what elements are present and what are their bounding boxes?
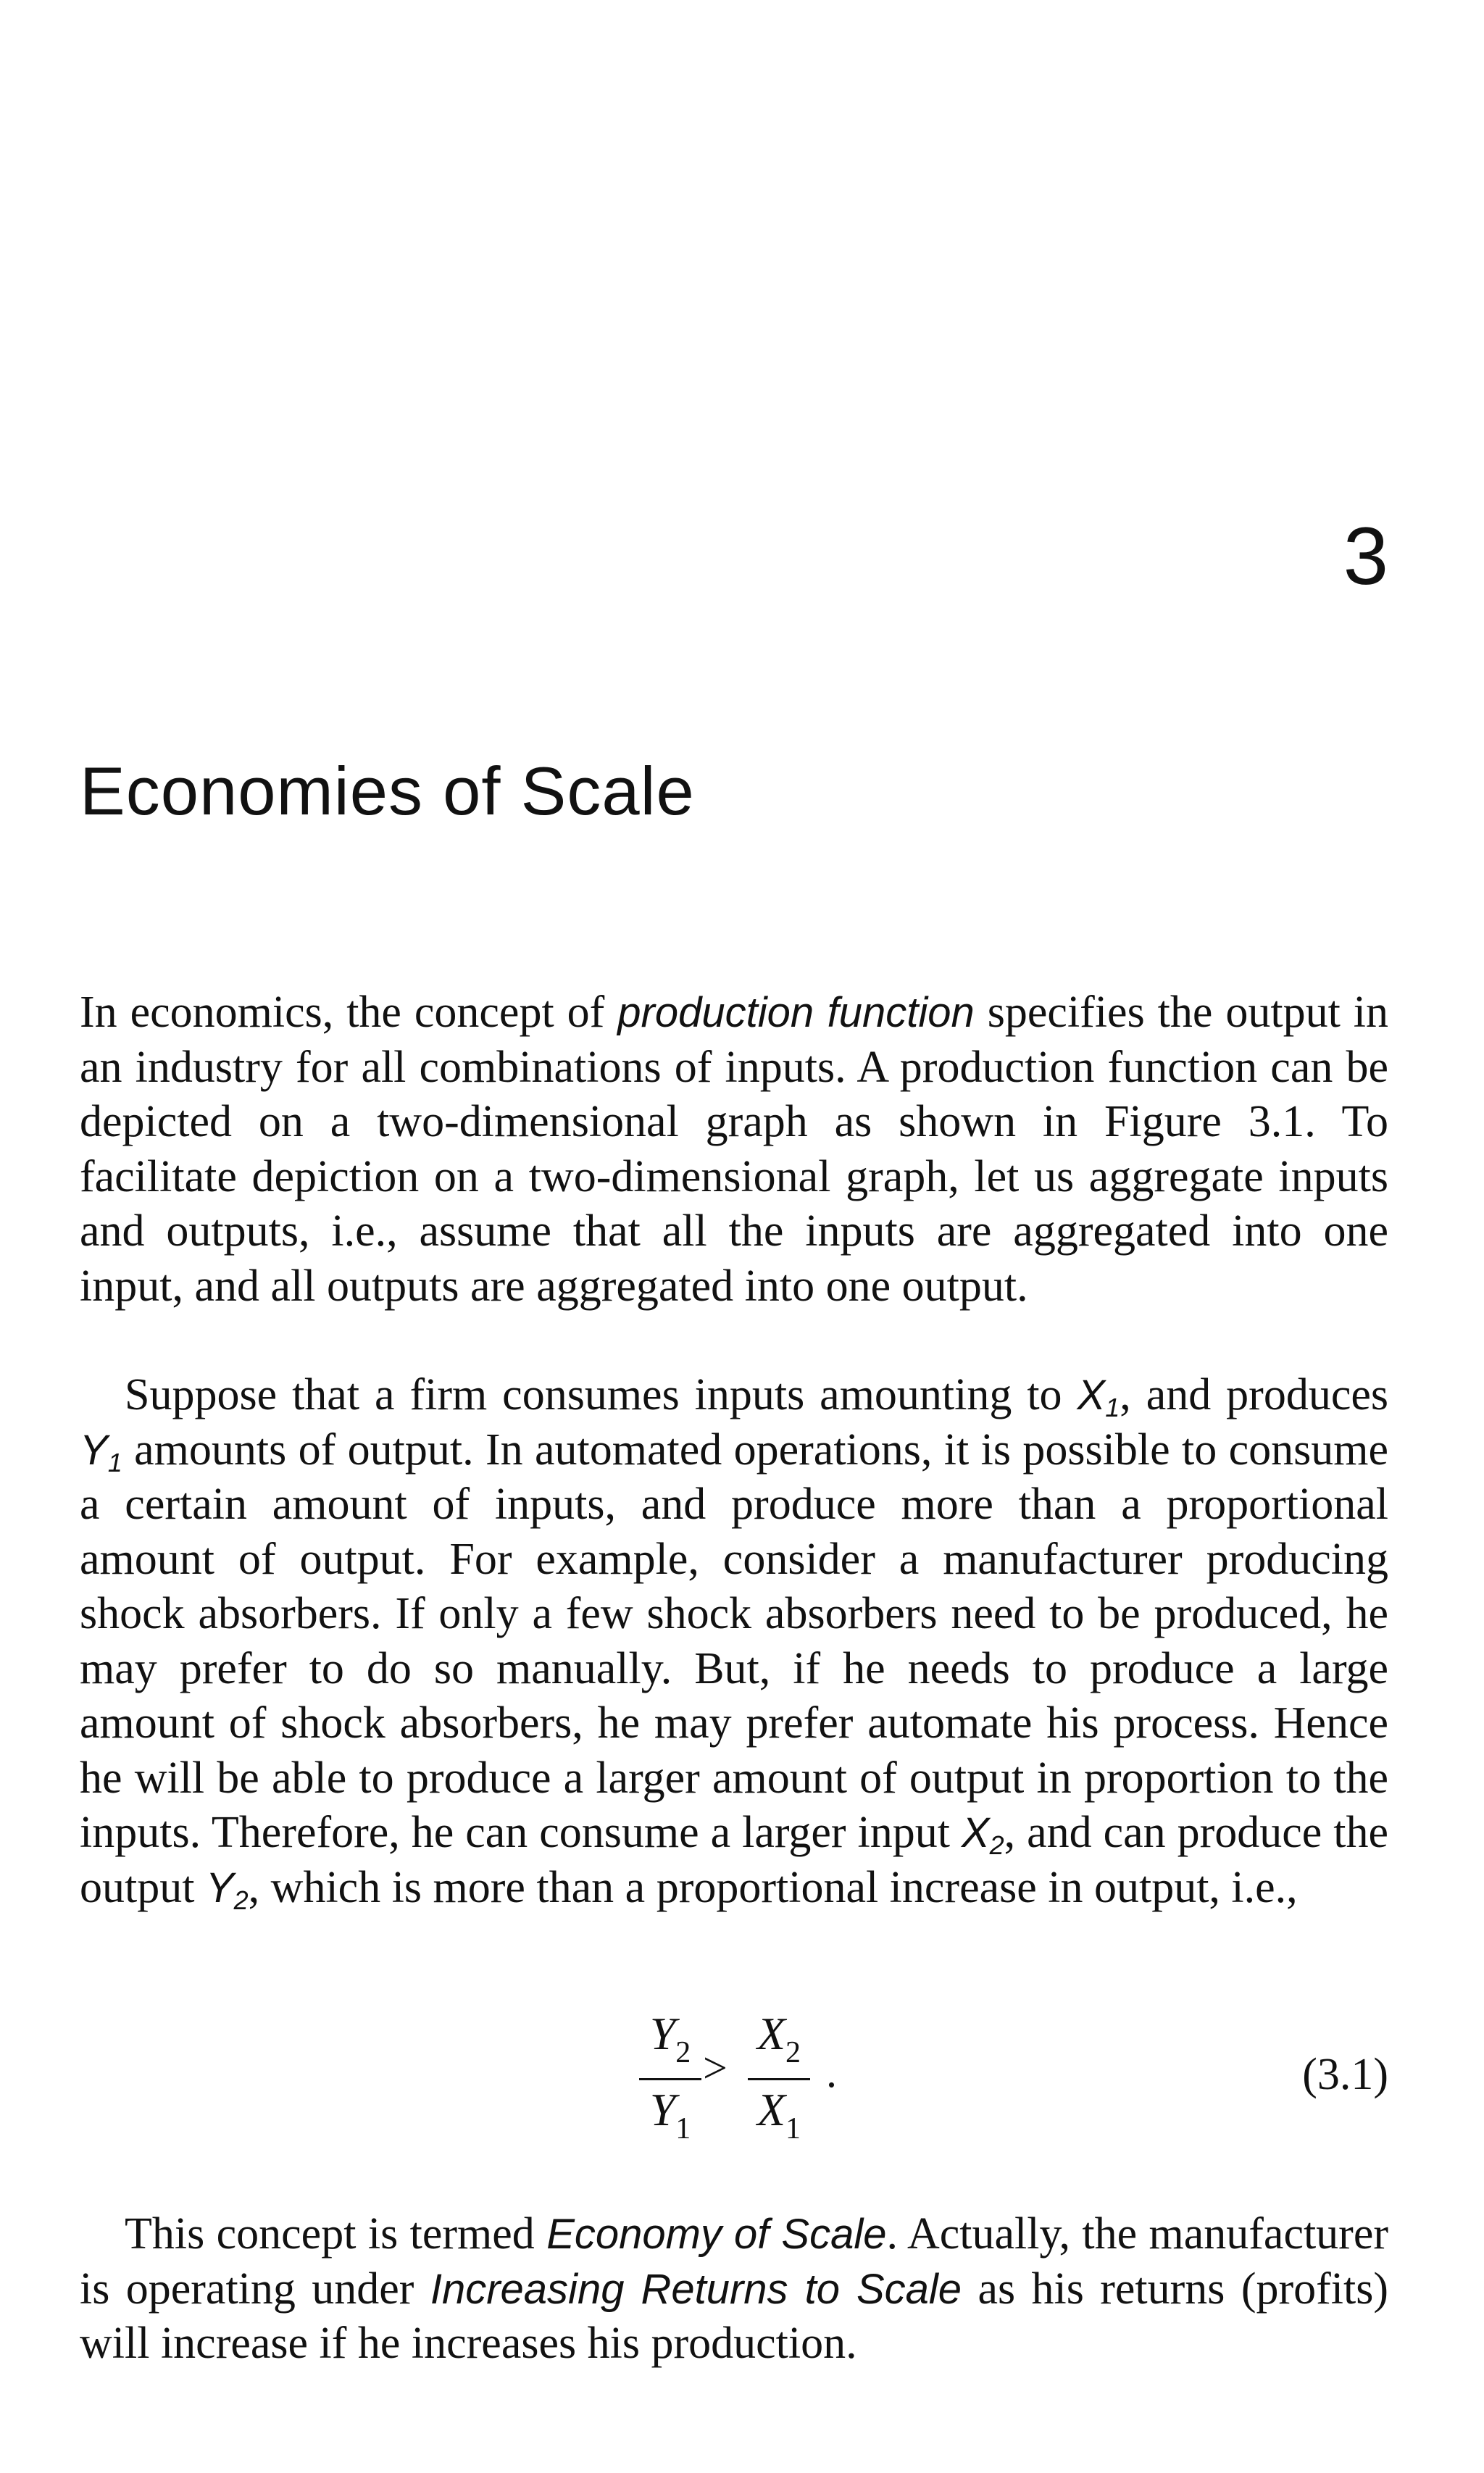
var-x1-subscript: 1	[1105, 1393, 1120, 1422]
var-y1-symbol: Y	[80, 1426, 108, 1474]
paragraph-2-text-a: Suppose that a firm consumes inputs amounting to	[125, 1370, 1077, 1419]
chapter-number: 3	[1343, 511, 1388, 601]
paragraph-3-text-c: as his returns (profits) will increase if he increases his production.	[80, 2264, 1388, 2368]
equation-number: (3.1)	[1302, 2050, 1388, 2099]
paragraph-3	[80, 2207, 1388, 2372]
y2-symbol: Y	[649, 2008, 676, 2059]
paragraph-2-text-e: , which is more than a proportional increase in output, i.e.,	[248, 1862, 1298, 1912]
paragraph-1	[80, 985, 1388, 1314]
paragraph-1-text-b: specifies the output in an industry for all combinations of inputs. A production function can be depicted on a two-dimensional graph as shown in Figure 3.1. To facilitate depiction on a two-dimensional graph, let us aggregate inputs and outputs, i.e., assume that all the inputs are aggregated into one input, and all outputs are aggregated into one output.	[80, 988, 1388, 1311]
y2-subscript: 2	[675, 2036, 691, 2069]
var-y2-symbol: Y	[205, 1864, 234, 1911]
paragraph-2-text-b: , and produces	[1120, 1370, 1388, 1419]
fraction-x-denominator	[739, 2083, 819, 2145]
paragraph-2-text-d: , and can produce the output	[80, 1808, 1388, 1912]
var-x1	[1077, 1372, 1120, 1422]
fraction-x-numerator	[739, 2007, 819, 2069]
paragraph-1-text-a: In economics, the concept of	[80, 988, 618, 1037]
var-y1	[80, 1426, 122, 1477]
term-economy-of-scale: Economy of Scale	[546, 2211, 887, 2258]
paragraph-3-text-a: This concept is termed	[125, 2209, 547, 2259]
x2-subscript: 2	[785, 2036, 801, 2069]
fraction-y-numerator	[630, 2007, 710, 2069]
var-y1-subscript: 1	[107, 1447, 122, 1477]
var-y2	[205, 1864, 249, 1915]
paragraph-3-text-b: . Actually, the manufacturer is operating under	[80, 2209, 1388, 2314]
fraction-bar	[748, 2078, 810, 2080]
equation-3-1	[630, 2007, 920, 2159]
y1-symbol: Y	[649, 2084, 676, 2135]
var-x2	[961, 1809, 1004, 1860]
x1-subscript: 1	[785, 2112, 801, 2145]
y1-subscript: 1	[675, 2112, 691, 2145]
paragraph-2-text-c: amounts of output. In automated operations, it is possible to consume a certain amount of inputs, and produce more than a proportional amount of output. For example, consider a manufacturer producing shock absorbers. If only a few shock absorbers need to be produced, he may prefer to do so manually. But, if he needs to produce a large amount of shock absorbers, he may prefer automate his process. Hence he will be able to produce a larger amount of output in proportion to the inputs. Therefore, he can consume a larger input	[80, 1425, 1388, 1857]
greater-than-operator: >	[703, 2044, 728, 2092]
var-x1-symbol: X	[1077, 1372, 1106, 1419]
x2-symbol: X	[756, 2008, 786, 2059]
x1-symbol: X	[756, 2084, 786, 2135]
fraction-y-denominator	[630, 2083, 710, 2145]
equation-period: .	[826, 2048, 837, 2096]
var-x2-subscript: 2	[989, 1830, 1004, 1860]
term-production-function: production function	[617, 989, 975, 1036]
paragraph-2	[80, 1368, 1388, 1915]
fraction-bar	[639, 2078, 701, 2080]
var-y2-subscript: 2	[233, 1885, 249, 1915]
var-x2-symbol: X	[961, 1809, 990, 1856]
term-increasing-returns-to-scale: Increasing Returns to Scale	[430, 2265, 962, 2313]
chapter-title: Economies of Scale	[80, 753, 695, 829]
